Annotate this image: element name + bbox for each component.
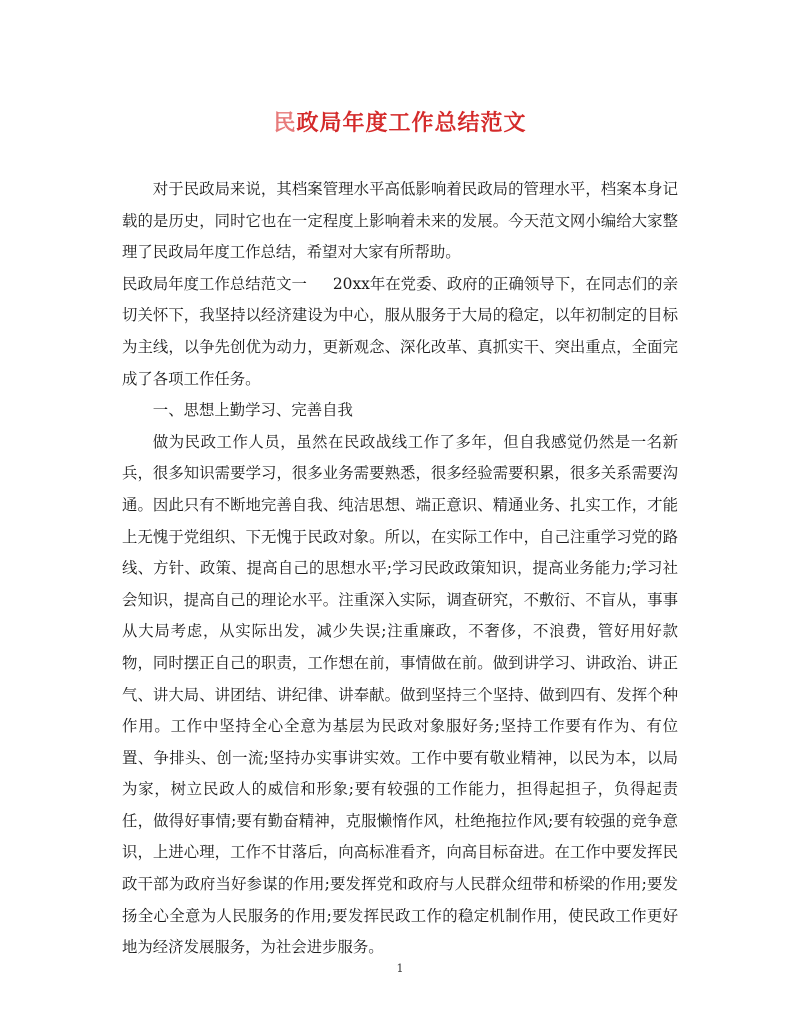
section-heading: 一、思想上勤学习、完善自我	[152, 401, 353, 420]
page-number: 1	[396, 962, 404, 975]
sample-paragraph	[122, 269, 678, 395]
sample-text: 20xx年在党委、政府的正确领导下，在同志们的亲切关怀下，我坚持以经济建设为中心，服从服务于大局的稳定，以年初制定的目标为主线，以争先创优为动力，更新观念、深化改革、真抓实干、突出重点，全面完成了各项工作任务。	[122, 274, 678, 388]
page-title	[0, 106, 800, 137]
section-body: 做为民政工作人员，虽然在民政战线工作了多年，但自我感觉仍然是一名新兵，很多知识需要学习，很多业务需要熟悉，很多经验需要积累，很多关系需要沟通。因此只有不断地完善自我、纯洁思想、端正意识、精通业务、扎实工作，才能上无愧于党组织、下无愧于民政对象。所以，在实际工作中，自己注重学习党的路线、方针、政策、提高自己的思想水平;学习民政政策知识，提高业务能力;学习社会知识，提高自己的理论水平。注重深入实际，调查研究，不敷衍、不盲从，事事从大局考虑，从实际出发，减少失误;注重廉政，不奢侈，不浪费，管好用好款物，同时摆正自己的职责，工作想在前，事情做在前。做到讲学习、讲政治、讲正气、讲大局、讲团结、讲纪律、讲奉献。做到坚持三个坚持、做到四有、发挥个种作用。工作中坚持全心全意为基层为民政对象服好务;坚持工作要有作为、有位置、争排头、创一流;坚持办实事讲实效。工作中要有敬业精神，以民为本，以局为家，树立民政人的威信和形象;要有较强的工作能力，担得起担子，负得起责任，做得好事情;要有勤奋精神，克服懒惰作风，杜绝拖拉作风;要有较强的竞争意识，上进心理，工作不甘落后，向高标准看齐，向高目标奋进。在工作中要发挥民政干部为政府当好参谋的作用;要发挥党和政府与人民群众纽带和桥梁的作用;要发扬全心全意为人民服务的作用;要发挥民政工作的稳定机制作用，使民政工作更好地为经济发展服务，为社会进步服务。	[122, 432, 678, 957]
intro-paragraph: 对于民政局来说，其档案管理水平高低影响着民政局的管理水平，档案本身记载的是历史，同时它也在一定程度上影响着未来的发展。今天范文网小编给大家整理了民政局年度工作总结，希望对大家有所帮助。	[122, 180, 678, 262]
title-first-char: 民	[273, 110, 297, 136]
sample-label: 民政局年度工作总结范文一	[122, 274, 307, 293]
title-rest: 政局年度工作总结范文	[296, 110, 527, 136]
document-body	[122, 174, 678, 964]
